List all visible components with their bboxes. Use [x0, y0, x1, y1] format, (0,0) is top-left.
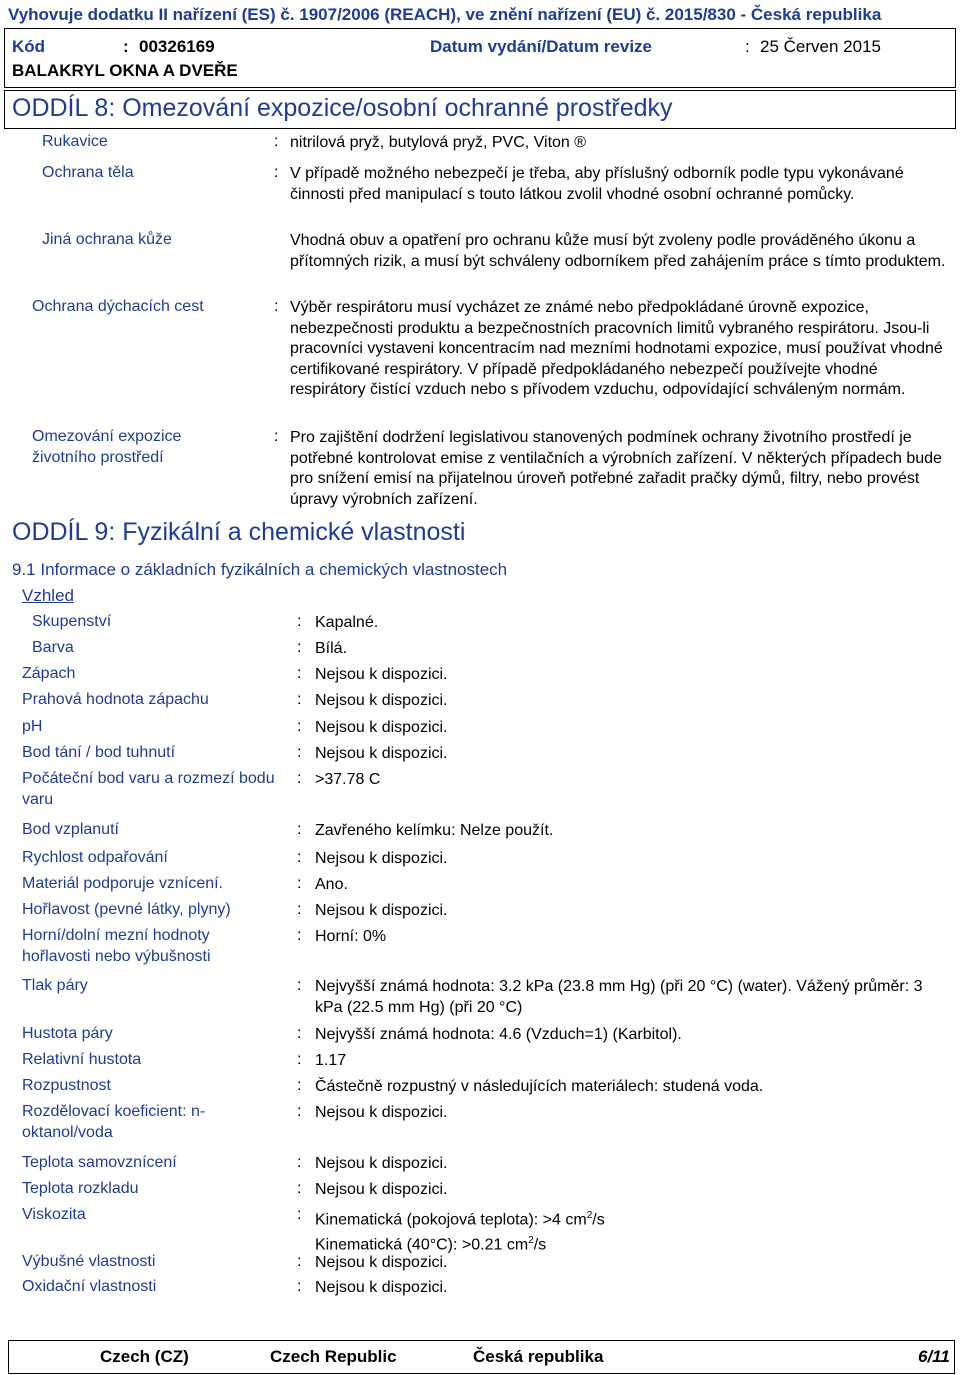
property-value: Částečně rozpustný v následujících materiálech: studená voda.: [315, 1078, 764, 1095]
property-label: Prahová hodnota zápachu: [22, 691, 209, 708]
property-value: Horní: 0%: [315, 928, 387, 945]
property-label: Rozpustnost: [22, 1077, 111, 1094]
property-value: Nejsou k dispozici.: [315, 850, 448, 867]
property-value: Nejsou k dispozici.: [315, 745, 448, 762]
property-colon: :: [297, 821, 302, 838]
section8-label: Jiná ochrana kůže: [42, 231, 172, 248]
footer-page-number: 6/11: [918, 1347, 950, 1366]
property-label: Oxidační vlastnosti: [22, 1278, 157, 1295]
property-label: Barva: [32, 639, 74, 656]
property-value: Nejsou k dispozici.: [315, 719, 448, 736]
property-value: Nejsou k dispozici.: [315, 1254, 448, 1271]
date-label: Datum vydání/Datum revize: [430, 37, 653, 56]
property-label: Bod tání / bod tuhnutí: [22, 744, 176, 761]
property-value: Zavřeného kelímku: Nelze použít.: [315, 822, 554, 839]
property-label: Materiál podporuje vznícení.: [22, 875, 223, 892]
property-label: Skupenství: [32, 613, 112, 630]
section9-title: ODDÍL 9: Fyzikální a chemické vlastnosti: [12, 518, 466, 546]
section8-value: nitrilová pryž, butylová pryž, PVC, Viton ®: [290, 134, 587, 151]
code-colon: :: [123, 37, 129, 56]
property-value: Nejvyšší známá hodnota: 3.2 kPa (23.8 mm Hg) (při 20 °C) (water). Vážený průměr: 3 kPa (22.5 mm Hg) (při 20 °C): [315, 978, 923, 1016]
property-colon: :: [297, 901, 302, 918]
property-colon: :: [297, 1025, 302, 1042]
property-colon: :: [297, 1154, 302, 1171]
product-name: BALAKRYL OKNA A DVEŘE: [12, 61, 238, 80]
footer-country-cz: Česká republika: [473, 1347, 604, 1366]
value-superscript: 2: [586, 1210, 593, 1221]
property-colon: :: [297, 1103, 302, 1120]
code-value: 00326169: [139, 37, 215, 56]
property-colon: :: [297, 1077, 302, 1094]
property-value: Nejsou k dispozici.: [315, 1104, 448, 1121]
property-label: Rychlost odpařování: [22, 849, 168, 866]
property-value: Nejsou k dispozici.: [315, 1155, 448, 1172]
section8-colon: :: [274, 164, 279, 181]
property-value: Nejsou k dispozici.: [315, 692, 448, 709]
property-value: Nejvyšší známá hodnota: 4.6 (Vzduch=1) (Karbitol).: [315, 1026, 682, 1043]
document-header-title: Vyhovuje dodatku II nařízení (ES) č. 1907/2006 (REACH), ve znění nařízení (EU) č. 2015/830 - Česká republika: [8, 5, 882, 24]
section8-label: Ochrana dýchacích cest: [32, 298, 204, 315]
property-value: Nejsou k dispozici.: [315, 666, 448, 683]
property-colon: :: [297, 639, 302, 656]
property-label: Viskozita: [22, 1206, 86, 1223]
section9-subtitle: 9.1 Informace o základních fyzikálních a chemických vlastnostech: [12, 560, 508, 579]
property-colon: :: [297, 718, 302, 735]
property-label: Počáteční bod varu a rozmezí bodu varu: [22, 770, 275, 808]
value-text: Kinematická (pokojová teplota): >4 cm: [315, 1211, 587, 1229]
property-colon: :: [297, 665, 302, 682]
appearance-heading: Vzhled: [22, 586, 74, 605]
section8-label: Omezování expozice životního prostředí: [32, 428, 182, 466]
property-value: [315, 1206, 925, 1256]
section8-colon: :: [274, 298, 279, 315]
footer-country: Czech Republic: [270, 1347, 397, 1366]
property-colon: :: [297, 1206, 302, 1223]
section8-value: Vhodná obuv a opatření pro ochranu kůže musí být zvoleny podle prováděného úkonu a přítomných rizik, a musí být schváleny odborníkem před zahájením práce s tímto produktem.: [290, 232, 946, 270]
date-colon: :: [745, 37, 750, 56]
property-value: Nejsou k dispozici.: [315, 902, 448, 919]
value-text: Kinematická (40°C): >0.21 cm: [315, 1236, 529, 1254]
property-label: Hustota páry: [22, 1025, 113, 1042]
property-colon: :: [297, 977, 302, 994]
property-colon: :: [297, 770, 302, 787]
property-value: Bílá.: [315, 640, 348, 657]
property-label: pH: [22, 718, 43, 735]
section8-label: Ochrana těla: [42, 164, 134, 181]
property-label: Rozdělovací koeficient: n-oktanol/voda: [22, 1103, 206, 1141]
section8-label: Rukavice: [42, 133, 108, 150]
value-unit: /s: [533, 1236, 547, 1254]
value-superscript: 2: [528, 1234, 534, 1246]
property-colon: :: [297, 744, 302, 761]
property-colon: :: [297, 691, 302, 708]
property-value: >37.78 C: [315, 771, 381, 788]
section8-value: Výběr respirátoru musí vycházet ze známé nebo předpokládané úrovně expozice, nebezpečnosti produktu a bezpečnostních pracovních limitů vybraného respirátoru. Jsou-li pracovníci vystaveni koncentracím nad mezními hodnotami expozice, musí používat vhodné certifikované respirátory. V případě předpokládaného nebezpečí používejte vhodné respirátory čistící vzduch nebo s přívodem vzduchu, odpovídající schváleným normám.: [290, 299, 943, 398]
property-label: Tlak páry: [22, 977, 88, 994]
property-value: 1.17: [315, 1052, 347, 1069]
footer-language: Czech (CZ): [100, 1347, 189, 1366]
property-colon: :: [297, 1180, 302, 1197]
property-label: Teplota rozkladu: [22, 1180, 139, 1197]
property-label: Bod vzplanutí: [22, 821, 119, 838]
property-label: Horní/dolní mezní hodnoty hořlavosti nebo výbušnosti: [22, 927, 211, 965]
section8-value: V případě možného nebezpečí je třeba, aby příslušný odborník podle typu vykonávané činnosti před manipulací s touto látkou zvolil vhodné osobní ochranné pomůcky.: [290, 165, 904, 203]
property-value: Nejsou k dispozici.: [315, 1181, 448, 1198]
property-label: Výbušné vlastnosti: [22, 1253, 156, 1270]
property-colon: :: [297, 1278, 302, 1295]
property-label: Teplota samovznícení: [22, 1154, 177, 1171]
value-unit: /s: [592, 1211, 605, 1229]
property-colon: :: [297, 927, 302, 944]
date-value: 25 Červen 2015: [760, 37, 881, 56]
property-colon: :: [297, 613, 302, 630]
property-value: Kapalné.: [315, 614, 379, 631]
property-label: Relativní hustota: [22, 1051, 142, 1068]
property-colon: :: [297, 1253, 302, 1270]
property-value: Ano.: [315, 876, 348, 893]
property-value: Nejsou k dispozici.: [315, 1279, 448, 1296]
property-colon: :: [297, 1051, 302, 1068]
section8-title: ODDÍL 8: Omezování expozice/osobní ochranné prostředky: [12, 94, 673, 122]
property-label: Zápach: [22, 665, 76, 682]
section8-colon: :: [274, 428, 279, 445]
code-label: Kód: [12, 37, 46, 56]
section8-value: Pro zajištění dodržení legislativou stanovených podmínek ochrany životního prostředí je potřebné kontrolovat emise z ventilačních a výrobních zařízení. V některých případech bude pro snížení emisí na přijatelnou úroveň potřebné zařadit pračky dýmů, filtry, nebo provést úpravy výrobních zařízení.: [290, 429, 942, 508]
section8-colon: :: [274, 133, 279, 150]
property-colon: :: [297, 875, 302, 892]
property-label: Hořlavost (pevné látky, plyny): [22, 901, 231, 918]
property-colon: :: [297, 849, 302, 866]
